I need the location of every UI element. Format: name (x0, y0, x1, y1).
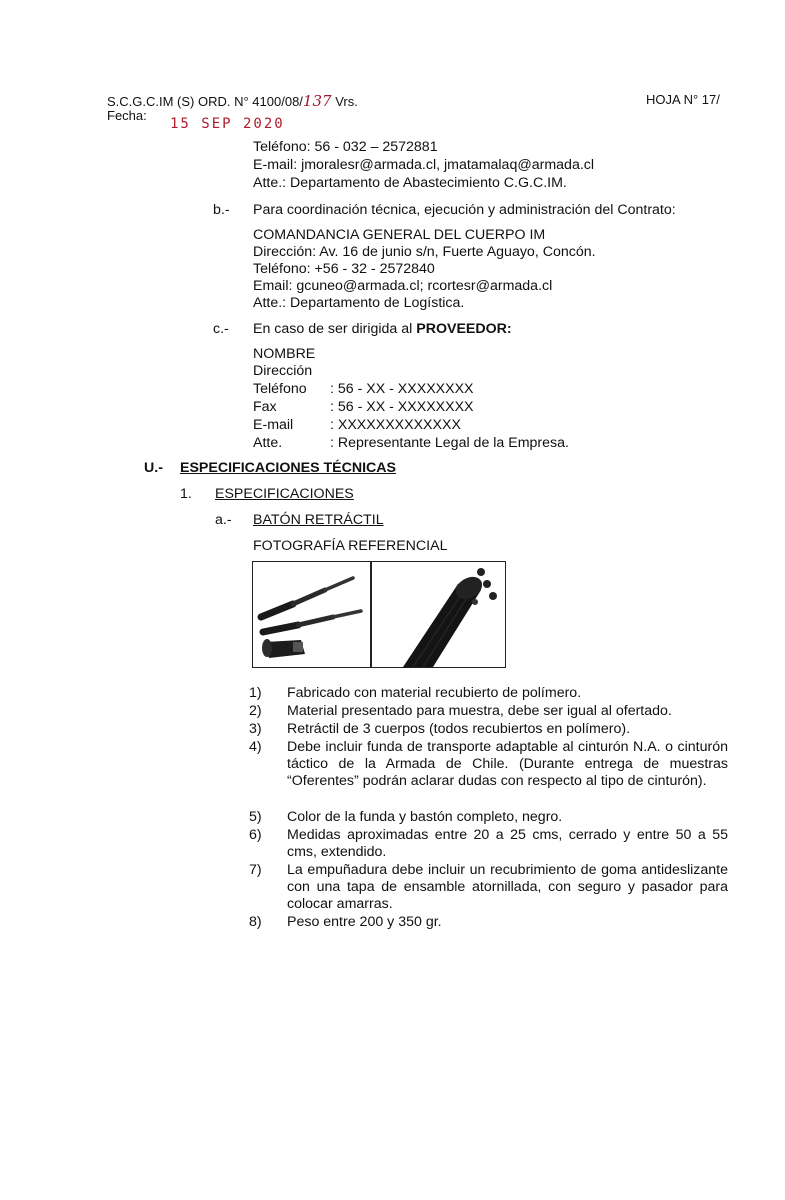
item-c-intro: En caso de ser dirigida al (253, 321, 417, 337)
item-c-provider: PROVEEDOR: (416, 321, 512, 337)
subsection-marker: 1. (180, 486, 192, 502)
contact-atte: Atte.: Departamento de Abastecimiento C.G.C.IM. (253, 175, 567, 191)
photo-divider (370, 562, 372, 667)
provider-row-phone (253, 381, 307, 398)
item-b-text: Para coordinación técnica, ejecución y administración del Contrato: (253, 202, 676, 218)
spec-number: 8) (249, 914, 262, 930)
item-a-marker: a.- (215, 512, 232, 528)
provider-row-atte (253, 435, 282, 452)
provider-value-atte: : Representante Legal de la Empresa. (330, 435, 569, 451)
provider-value-phone: : 56 - XX - XXXXXXXX (330, 381, 474, 397)
item-b-email: Email: gcuneo@armada.cl; rcortesr@armada.cl (253, 278, 553, 294)
provider-value-email: : XXXXXXXXXXXXX (330, 417, 461, 433)
extended-baton-illustration (261, 578, 361, 658)
item-b-org: COMANDANCIA GENERAL DEL CUERPO IM (253, 227, 546, 243)
baton-photo-image (253, 562, 505, 667)
spec-text: Retráctil de 3 cuerpos (todos recubiertos en polímero). (287, 721, 631, 737)
spec-number: 5) (249, 809, 262, 825)
spec-number: 6) (249, 827, 262, 843)
provider-row-fax (253, 399, 277, 416)
spec-number: 3) (249, 721, 262, 737)
spec-text: Material presentado para muestra, debe ser igual al ofertado. (287, 703, 672, 719)
photo-caption: FOTOGRAFÍA REFERENCIAL (253, 538, 448, 554)
spec-text: Debe incluir funda de transporte adaptable al cinturón N.A. o cinturón táctico de la Armada de Chile. (Durante entrega de muestras “Oferentes” podrán aclarar dudas con respecto al tipo de cinturón). (287, 739, 728, 789)
spec-number: 4) (249, 739, 262, 755)
spec-number: 2) (249, 703, 262, 719)
provider-value-fax: : 56 - XX - XXXXXXXX (330, 399, 474, 415)
provider-label: NOMBRE (253, 346, 316, 362)
item-b-atte: Atte.: Departamento de Logística. (253, 295, 465, 311)
spec-number: 1) (249, 685, 262, 701)
grip-closeup-illustration (403, 568, 497, 667)
item-b-marker: b.- (213, 202, 230, 218)
provider-row-name (253, 346, 315, 363)
provider-label: Dirección (253, 363, 313, 379)
provider-row-email (253, 417, 293, 434)
item-a-title: BATÓN RETRÁCTIL (253, 512, 384, 528)
item-b-address: Dirección: Av. 16 de junio s/n, Fuerte Aguayo, Concón. (253, 244, 596, 260)
provider-label: Fax (253, 399, 277, 415)
item-c-text (253, 321, 512, 338)
reference-prefix: S.C.G.C.IM (S) ORD. N° 4100/08/ (107, 94, 303, 109)
reference-photo (252, 561, 506, 668)
spec-text: Fabricado con material recubierto de polímero. (287, 685, 582, 701)
provider-label: E-mail (253, 417, 294, 433)
spec-text: La empuñadura debe incluir un recubrimiento de goma antideslizante con una tapa de ensamble atornillada, con seguro y pasador para colocar amarras. (287, 862, 728, 912)
provider-row-address (253, 363, 312, 380)
date-stamp: 15 SEP 2020 (170, 116, 285, 132)
spec-text: Peso entre 200 y 350 gr. (287, 914, 442, 930)
contact-phone: Teléfono: 56 - 032 – 2572881 (253, 139, 438, 155)
item-b-phone: Teléfono: +56 - 32 - 2572840 (253, 261, 435, 277)
subsection-title: ESPECIFICACIONES (215, 486, 354, 502)
sheet-number: HOJA N° 17/ (646, 92, 720, 107)
contact-email: E-mail: jmoralesr@armada.cl, jmatamalaq@armada.cl (253, 157, 595, 173)
section-u-marker: U.- (144, 460, 163, 476)
spec-text: Medidas aproximadas entre 20 a 25 cms, cerrado y entre 50 a 55 cms, extendido. (287, 827, 728, 860)
date-label: Fecha: (107, 108, 147, 123)
spec-text: Color de la funda y bastón completo, negro. (287, 809, 563, 825)
spec-number: 7) (249, 862, 262, 878)
section-u-title: ESPECIFICACIONES TÉCNICAS (180, 460, 396, 476)
reference-suffix: Vrs. (335, 94, 358, 109)
provider-label: Atte. (253, 435, 283, 451)
provider-label: Teléfono (253, 381, 307, 397)
handwritten-number: 137 (302, 92, 332, 110)
item-c-marker: c.- (213, 321, 229, 337)
